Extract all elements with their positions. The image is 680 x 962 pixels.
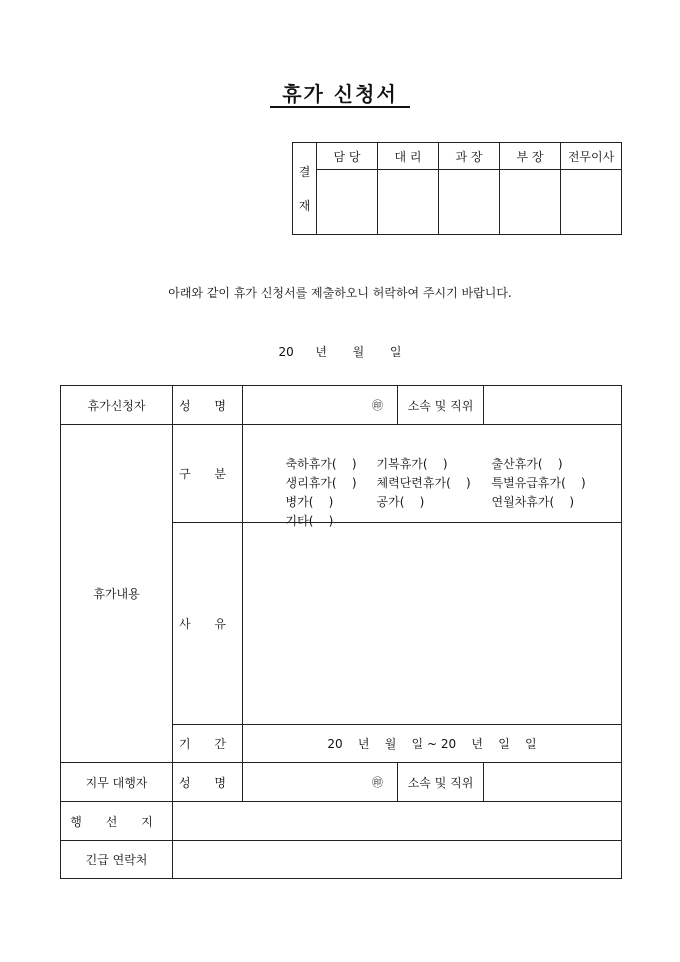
seal-mark: ㊞	[372, 399, 383, 412]
category-menstrual[interactable]: 생리휴가( )	[285, 475, 357, 490]
category-mourning[interactable]: 기복휴가( )	[376, 456, 448, 471]
category-label: 구 분	[173, 425, 243, 523]
approval-header-section-chief: 과 장	[439, 143, 500, 170]
request-sentence: 아래와 같이 휴가 신청서를 제출하오니 허락하여 주시기 바랍니다.	[168, 286, 512, 300]
leave-content-label: 휴가내용	[61, 425, 173, 763]
date-year-label: 년	[315, 345, 328, 359]
applicant-affiliation-field[interactable]	[484, 386, 622, 425]
substitute-seal-mark: ㊞	[372, 776, 383, 789]
approval-header-department-head: 부 장	[500, 143, 561, 170]
reason-field[interactable]	[243, 523, 622, 725]
category-maternity[interactable]: 출산휴가( )	[491, 456, 563, 471]
substitute-affiliation-field[interactable]	[484, 763, 622, 802]
leave-form-table	[60, 385, 622, 879]
date-month-label: 월	[352, 345, 365, 359]
category-special-paid[interactable]: 특별유급휴가( )	[491, 475, 586, 490]
approval-sign-section-chief[interactable]	[439, 170, 500, 235]
approval-side-bottom: 재	[298, 198, 311, 213]
applicant-label: 휴가신청자	[61, 386, 173, 425]
title-underline	[270, 106, 410, 108]
approval-header-assistant-manager: 대 리	[378, 143, 439, 170]
category-options[interactable]	[243, 425, 622, 528]
approval-sign-executive-director[interactable]	[561, 170, 622, 235]
category-congratulation[interactable]: 축하휴가( )	[285, 456, 357, 471]
approval-sign-department-head[interactable]	[500, 170, 561, 235]
category-sick[interactable]: 병가( )	[285, 494, 334, 509]
approval-header-staff: 담 당	[317, 143, 378, 170]
approval-table	[292, 142, 622, 235]
emergency-contact-label: 긴급 연락처	[61, 841, 173, 879]
applicant-affiliation-label: 소속 및 직위	[398, 386, 484, 425]
substitute-affiliation-label: 소속 및 직위	[398, 763, 484, 802]
destination-label: 행 선 지	[61, 802, 173, 841]
date-line	[270, 343, 410, 360]
substitute-name-label: 성 명	[173, 763, 243, 802]
substitute-name-field[interactable]	[243, 763, 398, 802]
destination-field[interactable]	[173, 802, 622, 841]
approval-sign-staff[interactable]	[317, 170, 378, 235]
date-day-label: 일	[389, 345, 402, 359]
approval-sign-assistant-manager[interactable]	[378, 170, 439, 235]
reason-label: 사 유	[173, 523, 243, 725]
category-other[interactable]: 기타( )	[285, 513, 334, 528]
category-official[interactable]: 공가( )	[376, 494, 425, 509]
page-title: 휴가 신청서	[282, 82, 398, 106]
applicant-name-label: 성 명	[173, 386, 243, 425]
category-fitness[interactable]: 체력단련휴가( )	[376, 475, 471, 490]
category-annual[interactable]: 연월차휴가( )	[491, 494, 575, 509]
approval-header-executive-director: 전무이사	[561, 143, 622, 170]
applicant-name-field[interactable]	[243, 386, 398, 425]
approval-side-label	[293, 143, 317, 235]
period-field[interactable]: 20 년 월 일 ~ 20 년 일 일	[243, 725, 622, 763]
substitute-label: 지무 대행자	[61, 763, 173, 802]
emergency-contact-field[interactable]	[173, 841, 622, 879]
approval-side-top: 결	[298, 164, 311, 179]
period-label: 기 간	[173, 725, 243, 763]
date-year-prefix: 20	[278, 345, 294, 359]
